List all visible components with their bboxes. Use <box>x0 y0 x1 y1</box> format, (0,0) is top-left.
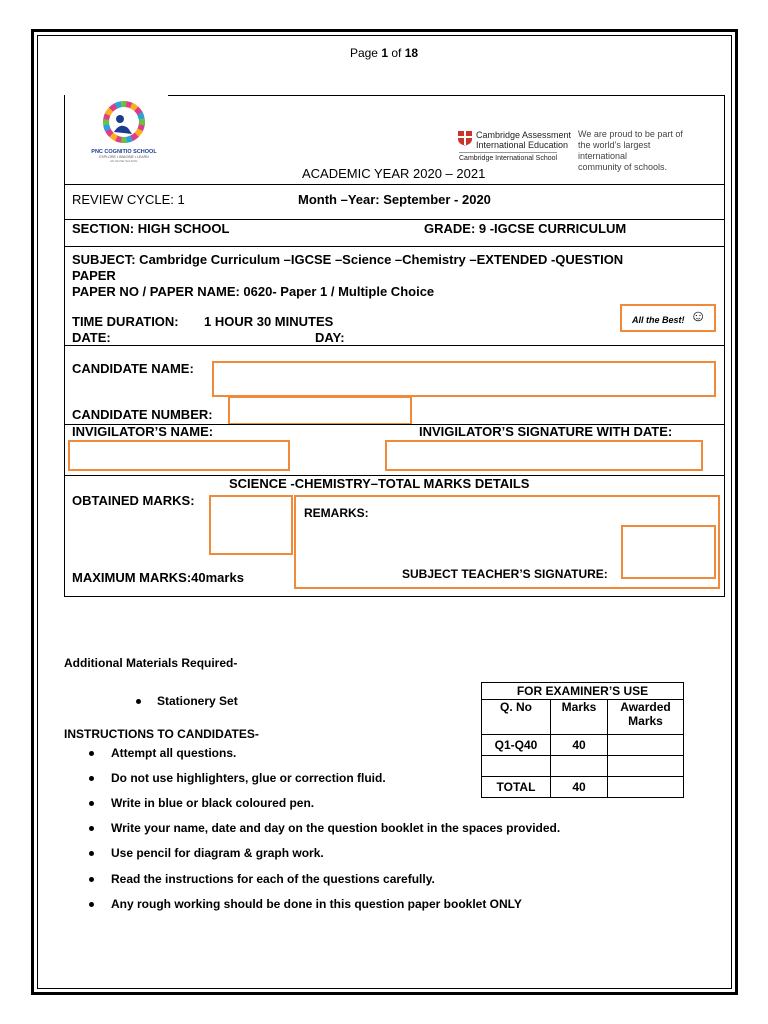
academic-year: ACADEMIC YEAR 2020 – 2021 <box>302 166 486 181</box>
bullet <box>89 776 94 781</box>
school-logo <box>84 100 164 163</box>
divider <box>64 184 725 185</box>
table-row <box>482 735 684 756</box>
divider <box>64 219 725 220</box>
cambridge-note-3: community of schools. <box>578 162 668 172</box>
instruction-item: Use pencil for diagram & graph work. <box>111 846 324 860</box>
candidate-name-label: CANDIDATE NAME: <box>72 361 194 376</box>
cambridge-shield-icon <box>457 130 473 146</box>
subject-line-2: PAPER <box>72 268 116 283</box>
candidate-number-field[interactable] <box>228 396 412 425</box>
cambridge-line2: International Education <box>476 140 569 150</box>
table-row <box>482 683 684 700</box>
grade: GRADE: 9 -IGCSE CURRICULUM <box>424 221 627 236</box>
instructions-title: INSTRUCTIONS TO CANDIDATES- <box>64 727 259 741</box>
divider <box>64 246 725 247</box>
table-cell: 40 <box>551 735 608 756</box>
materials-title: Additional Materials Required- <box>64 656 238 670</box>
remarks-label: REMARKS: <box>304 506 369 520</box>
bullet <box>89 826 94 831</box>
all-the-best-box <box>620 304 716 332</box>
bullet <box>89 751 94 756</box>
table-cell[interactable] <box>608 735 684 756</box>
obtained-marks-field[interactable] <box>209 495 293 555</box>
school-logo-icon <box>84 100 164 144</box>
candidate-number-label: CANDIDATE NUMBER: <box>72 407 213 422</box>
header-top-line <box>168 95 725 96</box>
header-qno: Q. No <box>482 700 551 735</box>
instruction-item: Write in blue or black coloured pen. <box>111 796 315 810</box>
table-cell: TOTAL <box>482 777 551 798</box>
candidate-name-field[interactable] <box>212 361 716 397</box>
invigilator-signature-label: INVIGILATOR’S SIGNATURE WITH DATE: <box>419 424 673 439</box>
cambridge-line3: Cambridge International School <box>459 152 557 164</box>
bullet <box>89 851 94 856</box>
all-the-best-text: All the Best! <box>632 315 685 325</box>
examiner-table <box>481 682 684 798</box>
materials-item: Stationery Set <box>157 694 238 708</box>
smiley-icon: ☺ <box>690 308 707 325</box>
table-row <box>482 700 684 735</box>
marks-title: SCIENCE -CHEMISTRY–TOTAL MARKS DETAILS <box>229 476 530 491</box>
paper-no: PAPER NO / PAPER NAME: 0620- Paper 1 / Multiple Choice <box>72 284 435 299</box>
page-number: Page 1 of 18 <box>349 46 419 60</box>
examiner-title: FOR EXAMINER’S USE <box>482 683 684 700</box>
cambridge-note-2: the world’s largest international <box>578 140 651 161</box>
maximum-marks: MAXIMUM MARKS:40marks <box>72 570 244 585</box>
divider <box>64 345 725 346</box>
table-cell <box>482 756 551 777</box>
time-duration-label: TIME DURATION: <box>72 314 179 329</box>
instruction-item: Attempt all questions. <box>111 746 237 760</box>
month-year: Month –Year: September - 2020 <box>298 192 491 207</box>
instruction-item: Any rough working should be done in this question paper booklet ONLY <box>111 897 522 911</box>
invigilator-name-field[interactable] <box>68 440 290 471</box>
school-logo-name: PNC COGNITIO SCHOOL <box>91 149 157 155</box>
table-cell[interactable] <box>608 756 684 777</box>
table-cell[interactable] <box>608 777 684 798</box>
obtained-marks-label: OBTAINED MARKS: <box>72 493 195 508</box>
bullet <box>89 877 94 882</box>
review-cycle: REVIEW CYCLE: 1 <box>72 192 185 207</box>
school-logo-sub: AN IGCSE SCHOOL <box>110 159 138 163</box>
instruction-item: Do not use highlighters, glue or correction fluid. <box>111 771 386 785</box>
header-awarded: Awarded Marks <box>608 700 684 735</box>
day-label: DAY: <box>315 330 345 345</box>
cambridge-note <box>578 129 698 173</box>
instruction-item: Read the instructions for each of the questions carefully. <box>111 872 435 886</box>
cambridge-logo <box>457 130 572 162</box>
invigilator-signature-field[interactable] <box>385 440 703 471</box>
invigilator-name-label: INVIGILATOR’S NAME: <box>72 424 214 439</box>
header-marks: Marks <box>551 700 608 735</box>
table-cell <box>551 756 608 777</box>
table-row <box>482 777 684 798</box>
bullet <box>89 801 94 806</box>
cambridge-note-1: We are proud to be part of <box>578 129 683 139</box>
cambridge-line1: Cambridge Assessment <box>476 130 572 140</box>
table-row <box>482 756 684 777</box>
teacher-signature-field[interactable] <box>621 525 716 579</box>
bullet <box>89 902 94 907</box>
table-cell: 40 <box>551 777 608 798</box>
time-duration-value: 1 HOUR 30 MINUTES <box>204 314 334 329</box>
subject-line-1: SUBJECT: Cambridge Curriculum –IGCSE –Science –Chemistry –EXTENDED -QUESTION <box>72 252 624 267</box>
teacher-signature-label: SUBJECT TEACHER’S SIGNATURE: <box>402 567 608 581</box>
bullet <box>136 699 141 704</box>
date-label: DATE: <box>72 330 111 345</box>
instruction-item: Write your name, date and day on the question booklet in the spaces provided. <box>111 821 561 835</box>
section: SECTION: HIGH SCHOOL <box>72 221 230 236</box>
header-left-line <box>64 95 65 597</box>
school-logo-tagline: EXPLORE • IMAGINE • LEARN <box>99 155 149 159</box>
table-cell: Q1-Q40 <box>482 735 551 756</box>
